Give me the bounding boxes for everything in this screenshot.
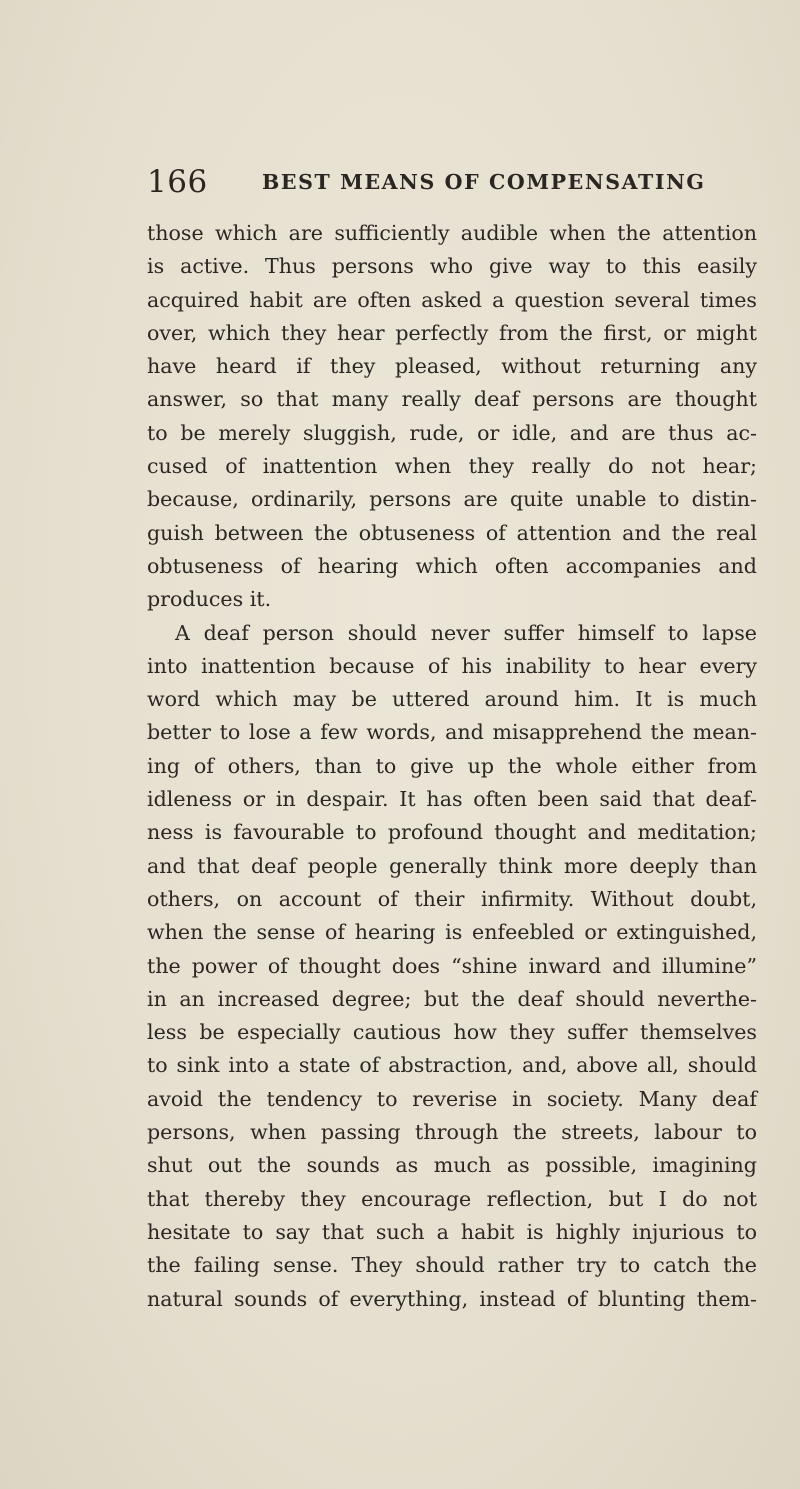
text-line: is active. Thus persons who give way to this easily: [147, 254, 757, 279]
text-line: in an increased degree; but the deaf should neverthe-: [147, 986, 757, 1011]
text-line: less be especially cautious how they suffer themselves: [147, 1020, 757, 1045]
page-header: [147, 160, 757, 204]
text-line: when the sense of hearing is enfeebled or extinguished,: [147, 920, 757, 945]
text-line: acquired habit are often asked a question several times: [147, 287, 757, 312]
text-line: the failing sense. They should rather try to catch the: [147, 1253, 757, 1278]
running-title: BEST MEANS OF COMPENSATING: [262, 170, 706, 194]
body-text: [147, 217, 757, 1316]
text-line: shut out the sounds as much as possible, imagining: [147, 1153, 757, 1178]
text-line: that thereby they encourage reflection, but I do not: [147, 1186, 757, 1211]
text-line: word which may be uttered around him. It is much: [147, 687, 757, 712]
text-line: hesitate to say that such a habit is highly injurious to: [147, 1219, 757, 1244]
text-line: ness is favourable to profound thought and meditation;: [147, 820, 757, 845]
text-line: have heard if they pleased, without returning any: [147, 354, 757, 379]
text-line: idleness or in despair. It has often been said that deaf-: [147, 787, 757, 812]
text-line: into inattention because of his inability to hear every: [147, 653, 757, 678]
text-line: those which are sufficiently audible when the attention: [147, 221, 757, 245]
text-line: others, on account of their infirmity. Without doubt,: [147, 886, 757, 911]
text-line: and that deaf people generally think more deeply than: [147, 853, 757, 878]
text-line: over, which they hear perfectly from the first, or might: [147, 320, 757, 345]
text-line: to be merely sluggish, rude, or idle, and are thus ac-: [147, 420, 757, 445]
text-line: natural sounds of everything, instead of blunting them-: [147, 1286, 757, 1311]
text-line: persons, when passing through the streets, labour to: [147, 1120, 757, 1145]
text-line: to sink into a state of abstraction, and, above all, should: [147, 1053, 757, 1078]
page-number: 166: [147, 164, 208, 200]
paragraph-start-line: A deaf person should never suffer himself to lapse: [175, 620, 757, 645]
text-line: answer, so that many really deaf persons are thought: [147, 387, 757, 412]
text-line: cused of inattention when they really do not hear;: [147, 454, 757, 479]
text-line: because, ordinarily, persons are quite unable to distin-: [147, 487, 757, 512]
text-line: guish between the obtuseness of attention and the real: [147, 520, 757, 545]
text-line: better to lose a few words, and misapprehend the mean-: [147, 720, 757, 745]
text-line: obtuseness of hearing which often accompanies and: [147, 553, 757, 578]
text-line: the power of thought does “shine inward and illumine”: [147, 953, 757, 978]
text-line: ing of others, than to give up the whole either from: [147, 753, 757, 778]
text-line: avoid the tendency to reverise in society. Many deaf: [147, 1086, 757, 1111]
paragraph-end-line: produces it.: [147, 587, 272, 612]
